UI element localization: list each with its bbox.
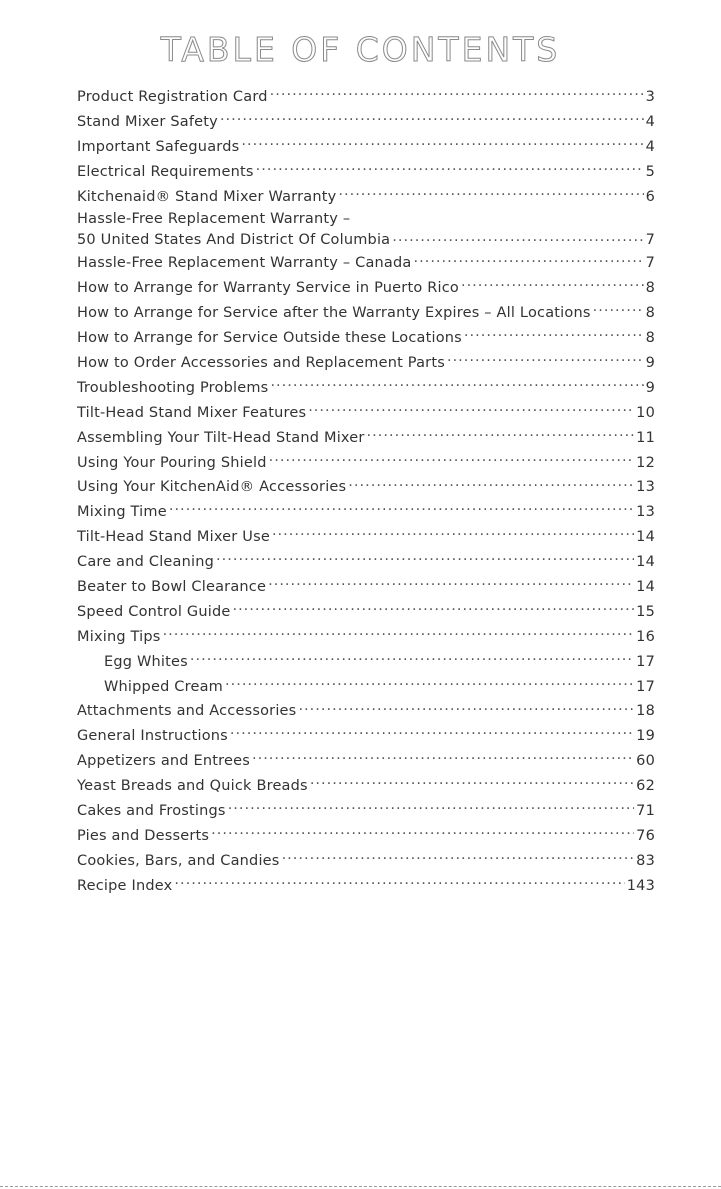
toc-entry-label: Whipped Cream: [104, 678, 223, 695]
toc-entry-label: Speed Control Guide: [77, 603, 231, 620]
toc-entry-page: 76: [636, 827, 655, 844]
dot-leader: [228, 801, 634, 816]
toc-entry-label: Stand Mixer Safety: [77, 113, 218, 130]
toc-entry-label: Care and Cleaning: [77, 554, 215, 571]
dot-leader: [367, 427, 635, 442]
toc-entry-label-line1: Hassle-Free Replacement Warranty –: [77, 211, 351, 228]
dot-leader: [270, 377, 643, 392]
toc-entry: [77, 724, 655, 749]
toc-entry-page: 8: [645, 305, 655, 322]
dot-leader: [225, 676, 634, 691]
toc-entry-page: 9: [645, 379, 655, 396]
dot-leader: [348, 477, 634, 492]
dot-leader: [269, 452, 635, 467]
dot-leader: [310, 776, 634, 791]
toc-entry-page: 13: [636, 504, 655, 521]
toc-entry: [77, 209, 655, 251]
dot-leader: [174, 875, 624, 890]
toc-entry-label: How to Arrange for Service after the Warranty Expires – All Locations: [77, 305, 591, 322]
toc-entry-label: Using Your KitchenAid® Accessories: [77, 479, 347, 496]
dot-leader: [270, 87, 644, 102]
toc-entry-label: Using Your Pouring Shield: [77, 454, 267, 471]
toc-entry: [77, 351, 655, 376]
toc-entry-page: 11: [636, 429, 655, 446]
toc-entry-label: Product Registration Card: [77, 89, 268, 105]
toc-entry-label: Tilt-Head Stand Mixer Features: [77, 404, 307, 421]
toc-entry-page: 8: [645, 280, 655, 297]
toc-entry: [77, 824, 655, 849]
toc-entry-page: 15: [636, 603, 655, 620]
dot-leader: [272, 527, 634, 542]
dot-leader: [190, 651, 634, 666]
toc-entry: [77, 749, 655, 774]
toc-entry: [77, 276, 655, 301]
dot-leader: [414, 253, 644, 268]
toc-subentry: [77, 650, 655, 675]
toc-entry-page: 19: [636, 728, 655, 745]
toc-entry: [77, 160, 655, 185]
toc-entry-page: 7: [645, 255, 655, 272]
toc-entry-page: 6: [645, 188, 655, 205]
toc-entry: [77, 849, 655, 874]
dot-leader: [232, 601, 634, 616]
toc-entry: [77, 600, 655, 625]
toc-entry-page: 83: [636, 852, 655, 869]
toc-entry-page: 8: [645, 330, 655, 347]
toc-entry-page: 5: [645, 163, 655, 180]
toc-subentry: [77, 675, 655, 700]
toc-entry-page: 9: [645, 355, 655, 372]
toc-entry-page: 10: [636, 404, 655, 421]
toc-entry-page: 7: [645, 231, 655, 248]
toc-entry-page: 143: [626, 877, 655, 894]
toc-entry: [77, 135, 655, 160]
toc-entry-label: General Instructions: [77, 728, 228, 745]
dot-leader: [447, 353, 644, 368]
dot-leader: [593, 303, 644, 318]
toc-entry: [77, 774, 655, 799]
toc-entry-page: 71: [636, 803, 655, 820]
toc-entry: [77, 401, 655, 426]
toc-entry-page: 60: [636, 753, 655, 770]
toc-entry-page: 17: [636, 678, 655, 695]
toc-entry-label: Troubleshooting Problems: [77, 379, 269, 396]
toc-entry-page: 14: [636, 579, 655, 596]
dot-leader: [216, 552, 634, 567]
toc-entry: [77, 625, 655, 650]
toc-entry: [77, 110, 655, 135]
toc-entry-page: 14: [636, 554, 655, 571]
dot-leader: [256, 161, 644, 176]
toc-entry-label: Cookies, Bars, and Candies: [77, 852, 280, 869]
toc-entry: [77, 451, 655, 476]
dot-leader: [230, 726, 634, 741]
dot-leader: [464, 328, 644, 343]
toc-entry-label: Assembling Your Tilt-Head Stand Mixer: [77, 429, 365, 446]
toc-entry-label: Recipe Index: [77, 877, 173, 894]
toc-entry-page: 16: [636, 628, 655, 645]
dot-leader: [268, 577, 634, 592]
toc-entry: [77, 575, 655, 600]
toc-entry-label: Mixing Time: [77, 504, 167, 521]
toc-entry-page: 18: [636, 703, 655, 720]
dot-leader: [163, 626, 635, 641]
toc-entry-label: Mixing Tips: [77, 628, 161, 645]
toc-entry-page: 14: [636, 529, 655, 546]
toc-entry: [77, 251, 655, 276]
toc-entry-label: Cakes and Frostings: [77, 803, 226, 820]
toc-entry: [77, 326, 655, 351]
dot-leader: [252, 751, 634, 766]
dot-leader: [241, 136, 643, 151]
page-title: TABLE OF CONTENTS: [160, 30, 561, 69]
dot-leader: [298, 701, 634, 716]
toc-entry: [77, 301, 655, 326]
toc-entry: [77, 699, 655, 724]
toc-entry-label: Appetizers and Entrees: [77, 753, 250, 770]
toc-entry-page: 12: [636, 454, 655, 471]
toc-entry-label: Yeast Breads and Quick Breads: [77, 778, 308, 795]
toc-entry-label: How to Arrange for Warranty Service in Puerto Rico: [77, 280, 459, 297]
toc-entry-label: Kitchenaid® Stand Mixer Warranty: [77, 188, 337, 205]
dot-leader: [308, 402, 634, 417]
dot-leader: [282, 850, 635, 865]
toc-entry: [77, 475, 655, 500]
toc-entry: [77, 500, 655, 525]
toc-entry-page: 17: [636, 653, 655, 670]
dot-leader: [211, 825, 634, 840]
toc-entry-label: How to Order Accessories and Replacement Parts: [77, 355, 445, 372]
toc-entry: [77, 550, 655, 575]
toc-entry-label: 50 United States And District Of Columbia: [77, 231, 391, 248]
toc-entry-page: 62: [636, 778, 655, 795]
toc-entry-label: Important Safeguards: [77, 138, 240, 155]
toc-entry-page: 4: [645, 113, 655, 130]
toc-entry-label: Tilt-Head Stand Mixer Use: [77, 529, 270, 546]
toc-entry-label: Pies and Desserts: [77, 827, 210, 844]
toc-entry: [77, 874, 655, 899]
dot-leader: [461, 278, 644, 293]
toc-entry-page: 3: [645, 89, 655, 105]
dot-leader: [220, 111, 644, 126]
toc-entry-label: Beater to Bowl Clearance: [77, 579, 267, 596]
toc-entry-label: How to Arrange for Service Outside these Locations: [77, 330, 462, 347]
toc-entry: [77, 799, 655, 824]
toc-entry: [77, 426, 655, 451]
toc-entry: [77, 185, 655, 210]
toc-entry: [77, 85, 655, 110]
toc-entry-page: 13: [636, 479, 655, 496]
toc-entry-label: Electrical Requirements: [77, 163, 254, 180]
toc-entry-page: 4: [645, 138, 655, 155]
toc-entry-label: Hassle-Free Replacement Warranty – Canada: [77, 255, 412, 272]
toc-entry-label: Attachments and Accessories: [77, 703, 297, 720]
dot-leader: [169, 502, 634, 517]
page-bottom-edge: [0, 1186, 721, 1187]
dot-leader: [338, 186, 643, 201]
toc-entry: [77, 525, 655, 550]
toc-entry: [77, 376, 655, 401]
dot-leader: [392, 229, 643, 244]
toc-entry-label: Egg Whites: [104, 653, 188, 670]
table-of-contents: [77, 85, 655, 899]
